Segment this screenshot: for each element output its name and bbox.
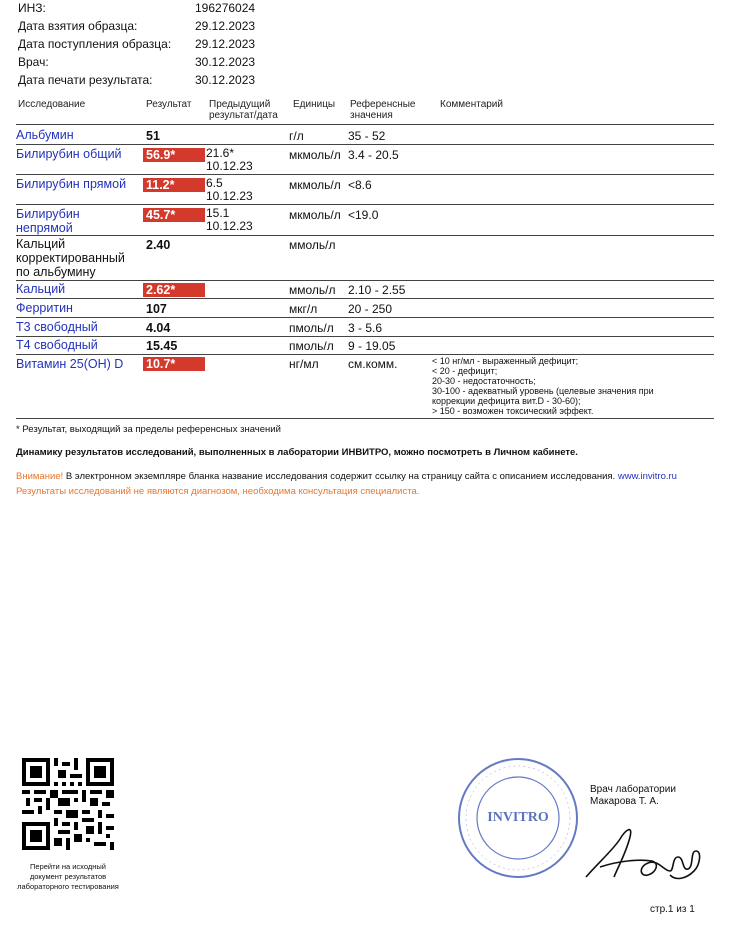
ref-bilirubin-total: 3.4 - 20.5 — [348, 148, 399, 162]
header-divider — [16, 124, 714, 125]
qr-caption — [8, 862, 128, 892]
header-ref-2: значения — [350, 110, 393, 121]
test-name-albumin[interactable]: Альбумин — [16, 128, 74, 142]
ref-vitamin-d: см.комм. — [348, 357, 398, 371]
header-comment: Комментарий — [440, 99, 503, 110]
result-calcium-corrected: 2.40 — [146, 238, 171, 252]
unit-bilirubin-direct: мкмоль/л — [289, 178, 341, 192]
row-divider — [16, 336, 714, 337]
site-link[interactable]: www.invitro.ru — [617, 471, 677, 482]
row-divider — [16, 298, 714, 299]
attention-text: В электронном экземпляре бланка название исследования содержит ссылку на страницу сайта с описанием исследования. — [63, 471, 616, 482]
unit-t4-free: пмоль/л — [289, 339, 334, 353]
header-ref-1: Референсные — [350, 99, 416, 110]
prev-value-bilirubin-indirect: 15.1 — [206, 206, 230, 220]
result-t3-free: 4.04 — [146, 321, 171, 335]
result-bilirubin-total: 56.9* — [143, 148, 205, 162]
meta-label-doctor: Врач: — [18, 55, 49, 69]
meta-label-print-date: Дата печати результата: — [18, 73, 153, 87]
ref-t4-free: 9 - 19.05 — [348, 339, 396, 353]
page-number: стр.1 из 1 — [650, 904, 695, 915]
prev-date-bilirubin-total: 10.12.23 — [206, 159, 253, 173]
header-test: Исследование — [18, 99, 86, 110]
signature-image — [578, 815, 718, 890]
test-name-t3-free[interactable]: Т3 свободный — [16, 320, 98, 334]
qr-code[interactable] — [22, 758, 114, 850]
test-name-ferritin[interactable]: Ферритин — [16, 301, 73, 315]
unit-calcium-corrected: ммоль/л — [289, 238, 336, 252]
doctor-block — [590, 784, 676, 808]
comment-line: 30-100 - адекватный уровень (целевые значения при — [432, 386, 654, 396]
meta-label-sample-date: Дата взятия образца: — [18, 19, 138, 33]
test-name-calcium-corrected-line1: Кальций — [16, 237, 66, 251]
comment-line: коррекции дефицита вит.D - 30-60); — [432, 396, 581, 406]
test-name-calcium-corrected-line2: корректированный — [16, 251, 125, 265]
meta-value-doctor: 30.12.2023 — [195, 55, 256, 69]
unit-bilirubin-total: мкмоль/л — [289, 148, 341, 162]
qr-code-image — [22, 758, 114, 850]
test-name-calcium-corrected-line3: по альбумину — [16, 265, 96, 279]
prev-date-bilirubin-indirect: 10.12.23 — [206, 219, 253, 233]
test-name-bilirubin-indirect-line2[interactable]: непрямой — [16, 221, 73, 235]
meta-label-inz: ИНЗ: — [18, 1, 46, 15]
meta-label-received-date: Дата поступления образца: — [18, 37, 172, 51]
ref-bilirubin-indirect: <19.0 — [348, 208, 379, 222]
meta-value-inz: 196276024 — [195, 1, 256, 15]
result-vitamin-d: 10.7* — [143, 357, 205, 371]
row-divider — [16, 354, 714, 355]
test-name-calcium[interactable]: Кальций — [16, 282, 66, 296]
doctor-signature — [578, 815, 718, 890]
result-t4-free: 15.45 — [146, 339, 178, 353]
ref-calcium: 2.10 - 2.55 — [348, 283, 406, 297]
prev-value-bilirubin-total: 21.6* — [206, 146, 235, 160]
result-calcium: 2.62* — [143, 283, 205, 297]
row-divider — [16, 204, 714, 205]
dynamics-note: Динамику результатов исследований, выполненных в лаборатории ИНВИТРО, можно посмотреть в Личном кабинете. — [16, 447, 578, 458]
row-divider — [16, 144, 714, 145]
unit-calcium: ммоль/л — [289, 283, 336, 297]
disclaimer: Результаты исследований не являются диагнозом, необходима консультация специалиста. — [16, 486, 420, 497]
qr-caption-line: лабораторного тестирования — [17, 882, 119, 891]
meta-value-sample-date: 29.12.2023 — [195, 19, 256, 33]
header-prev-2: результат/дата — [209, 110, 278, 121]
unit-t3-free: пмоль/л — [289, 321, 334, 335]
test-name-bilirubin-direct[interactable]: Билирубин прямой — [16, 177, 127, 191]
qr-caption-line: Перейти на исходный — [30, 862, 106, 871]
meta-value-print-date: 30.12.2023 — [195, 73, 256, 87]
doctor-name: Макарова Т. А. — [590, 796, 659, 807]
table-bottom-divider — [16, 418, 714, 419]
unit-ferritin: мкг/л — [289, 302, 318, 316]
result-albumin: 51 — [146, 129, 160, 143]
unit-vitamin-d: нг/мл — [289, 357, 319, 371]
lab-stamp — [456, 756, 580, 880]
ref-t3-free: 3 - 5.6 — [348, 321, 383, 335]
doctor-title: Врач лаборатории — [590, 784, 676, 795]
test-name-bilirubin-total[interactable]: Билирубин общий — [16, 147, 122, 161]
comment-line: < 10 нг/мл - выраженный дефицит; — [432, 356, 579, 366]
prev-date-bilirubin-direct: 10.12.23 — [206, 189, 253, 203]
ref-bilirubin-direct: <8.6 — [348, 178, 372, 192]
attention-note — [16, 471, 677, 482]
stamp-brand: INVITRO — [487, 810, 549, 825]
header-units: Единицы — [293, 99, 336, 110]
prev-value-bilirubin-direct: 6.5 — [206, 176, 223, 190]
ref-albumin: 35 - 52 — [348, 129, 386, 143]
ref-ferritin: 20 - 250 — [348, 302, 393, 316]
result-ferritin: 107 — [146, 302, 167, 316]
result-bilirubin-direct: 11.2* — [143, 178, 205, 192]
test-name-bilirubin-indirect-line1[interactable]: Билирубин — [16, 207, 80, 221]
attention-word: Внимание! — [16, 471, 64, 482]
comment-line: < 20 - дефицит; — [432, 366, 498, 376]
qr-caption-line: документ результатов — [29, 872, 107, 881]
row-divider — [16, 317, 714, 318]
row-divider — [16, 174, 714, 175]
row-divider — [16, 280, 714, 281]
vitamin-d-comment — [432, 356, 722, 416]
test-name-vitamin-d[interactable]: Витамин 25(OH) D — [16, 357, 124, 371]
row-divider — [16, 235, 714, 236]
comment-line: 20-30 - недостаточность; — [432, 376, 536, 386]
unit-albumin: г/л — [289, 129, 304, 143]
test-name-t4-free[interactable]: Т4 свободный — [16, 338, 98, 352]
comment-line: > 150 - возможен токсический эффект. — [432, 406, 594, 416]
result-bilirubin-indirect: 45.7* — [143, 208, 205, 222]
footnote: * Результат, выходящий за пределы референсных значений — [16, 424, 281, 435]
meta-value-received-date: 29.12.2023 — [195, 37, 256, 51]
header-prev-1: Предыдущий — [209, 99, 271, 110]
header-result: Результат — [146, 99, 192, 110]
unit-bilirubin-indirect: мкмоль/л — [289, 208, 341, 222]
